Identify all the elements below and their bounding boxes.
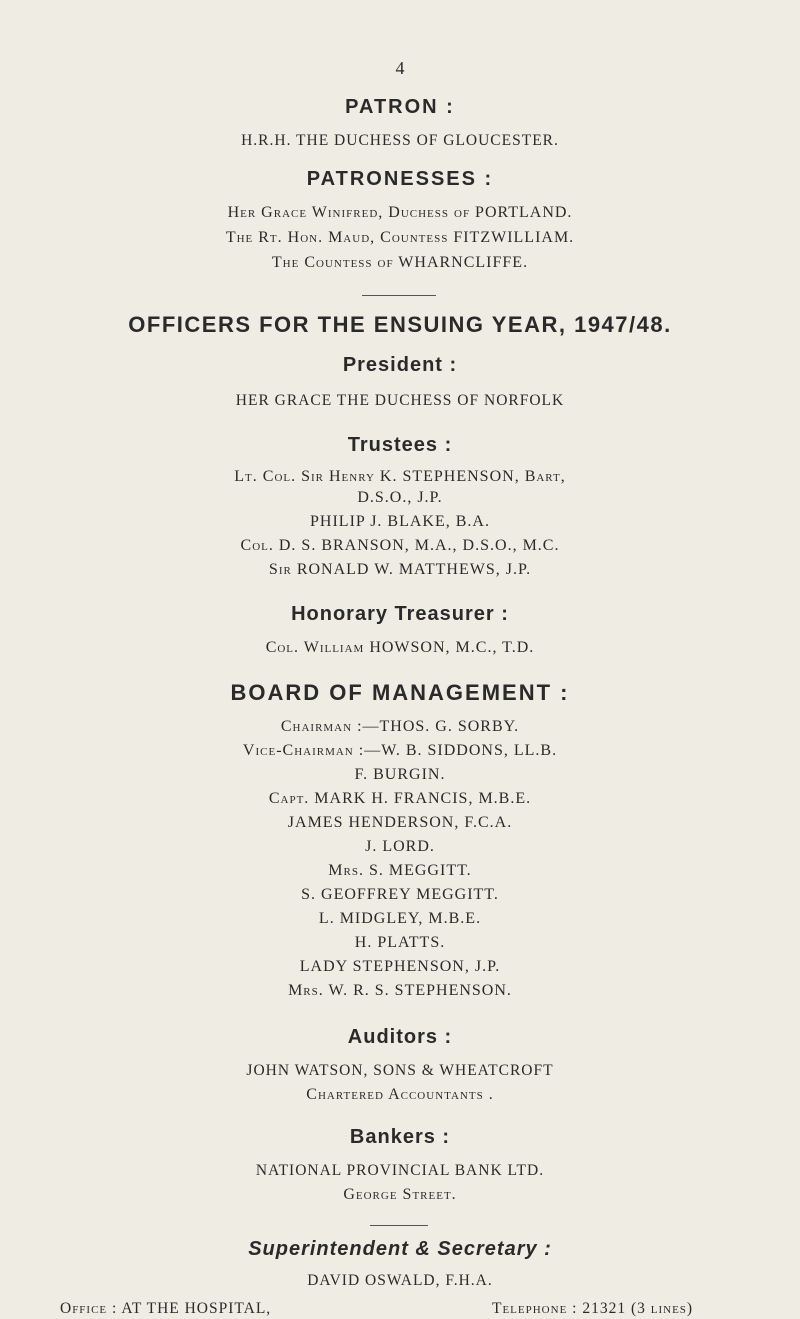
- trustees-heading: Trustees :: [347, 434, 453, 456]
- board-member: J. LORD.: [365, 838, 435, 855]
- patroness-line: The Rt. Hon. Maud, Countess FITZWILLIAM.: [225, 229, 575, 246]
- telephone-number: Telephone : 21321 (3 lines): [492, 1300, 694, 1317]
- board-member: Vice-Chairman :—W. B. SIDDONS, LL.B.: [242, 742, 558, 759]
- board-member: L. MIDGLEY, M.B.E.: [318, 910, 482, 927]
- trustee-line: Col. D. S. BRANSON, M.A., D.S.O., M.C.: [240, 537, 560, 554]
- president-name: HER GRACE THE DUCHESS OF NORFOLK: [235, 392, 565, 409]
- divider: [370, 1225, 428, 1226]
- board-member: Mrs. S. MEGGITT.: [328, 862, 472, 879]
- trustee-line: D.S.O., J.P.: [357, 489, 443, 506]
- auditors-line: JOHN WATSON, SONS & WHEATCROFT: [246, 1062, 554, 1079]
- board-member: Mrs. W. R. S. STEPHENSON.: [288, 982, 512, 999]
- trustee-line: PHILIP J. BLAKE, B.A.: [310, 513, 490, 530]
- treasurer-name: Col. William HOWSON, M.C., T.D.: [265, 639, 535, 656]
- board-member: S. GEOFFREY MEGGITT.: [301, 886, 499, 903]
- divider: [362, 295, 436, 296]
- patroness-line: Her Grace Winifred, Duchess of PORTLAND.: [227, 204, 573, 221]
- patron-heading: PATRON :: [345, 96, 455, 118]
- bankers-heading: Bankers :: [349, 1126, 451, 1148]
- page-number: 4: [395, 58, 405, 78]
- patron-name: H.R.H. THE DUCHESS OF GLOUCESTER.: [241, 132, 559, 149]
- auditors-heading: Auditors :: [347, 1026, 453, 1048]
- auditors-line: Chartered Accountants .: [306, 1086, 494, 1103]
- office-address: Office : AT THE HOSPITAL,: [60, 1300, 272, 1317]
- trustee-line: Sir RONALD W. MATTHEWS, J.P.: [268, 561, 532, 578]
- bankers-line: NATIONAL PROVINCIAL BANK LTD.: [255, 1162, 545, 1179]
- board-member: H. PLATTS.: [354, 934, 446, 951]
- board-member: LADY STEPHENSON, J.P.: [299, 958, 501, 975]
- trustee-line: Lt. Col. Sir Henry K. STEPHENSON, Bart,: [234, 468, 566, 485]
- board-heading: BOARD OF MANAGEMENT :: [230, 680, 570, 705]
- superintendent-name: DAVID OSWALD, F.H.A.: [307, 1272, 493, 1289]
- superintendent-heading: Superintendent & Secretary :: [248, 1238, 552, 1260]
- president-heading: President :: [342, 354, 458, 376]
- board-member: Chairman :—THOS. G. SORBY.: [280, 718, 520, 735]
- patronesses-heading: PATRONESSES :: [306, 168, 494, 190]
- patroness-line: The Countess of WHARNCLIFFE.: [271, 254, 529, 271]
- board-member: Capt. MARK H. FRANCIS, M.B.E.: [268, 790, 532, 807]
- board-member: JAMES HENDERSON, F.C.A.: [287, 814, 513, 831]
- treasurer-heading: Honorary Treasurer :: [291, 603, 509, 625]
- bankers-line: George Street.: [343, 1186, 457, 1203]
- officers-heading: OFFICERS FOR THE ENSUING YEAR, 1947/48.: [128, 312, 672, 337]
- board-member: F. BURGIN.: [354, 766, 446, 783]
